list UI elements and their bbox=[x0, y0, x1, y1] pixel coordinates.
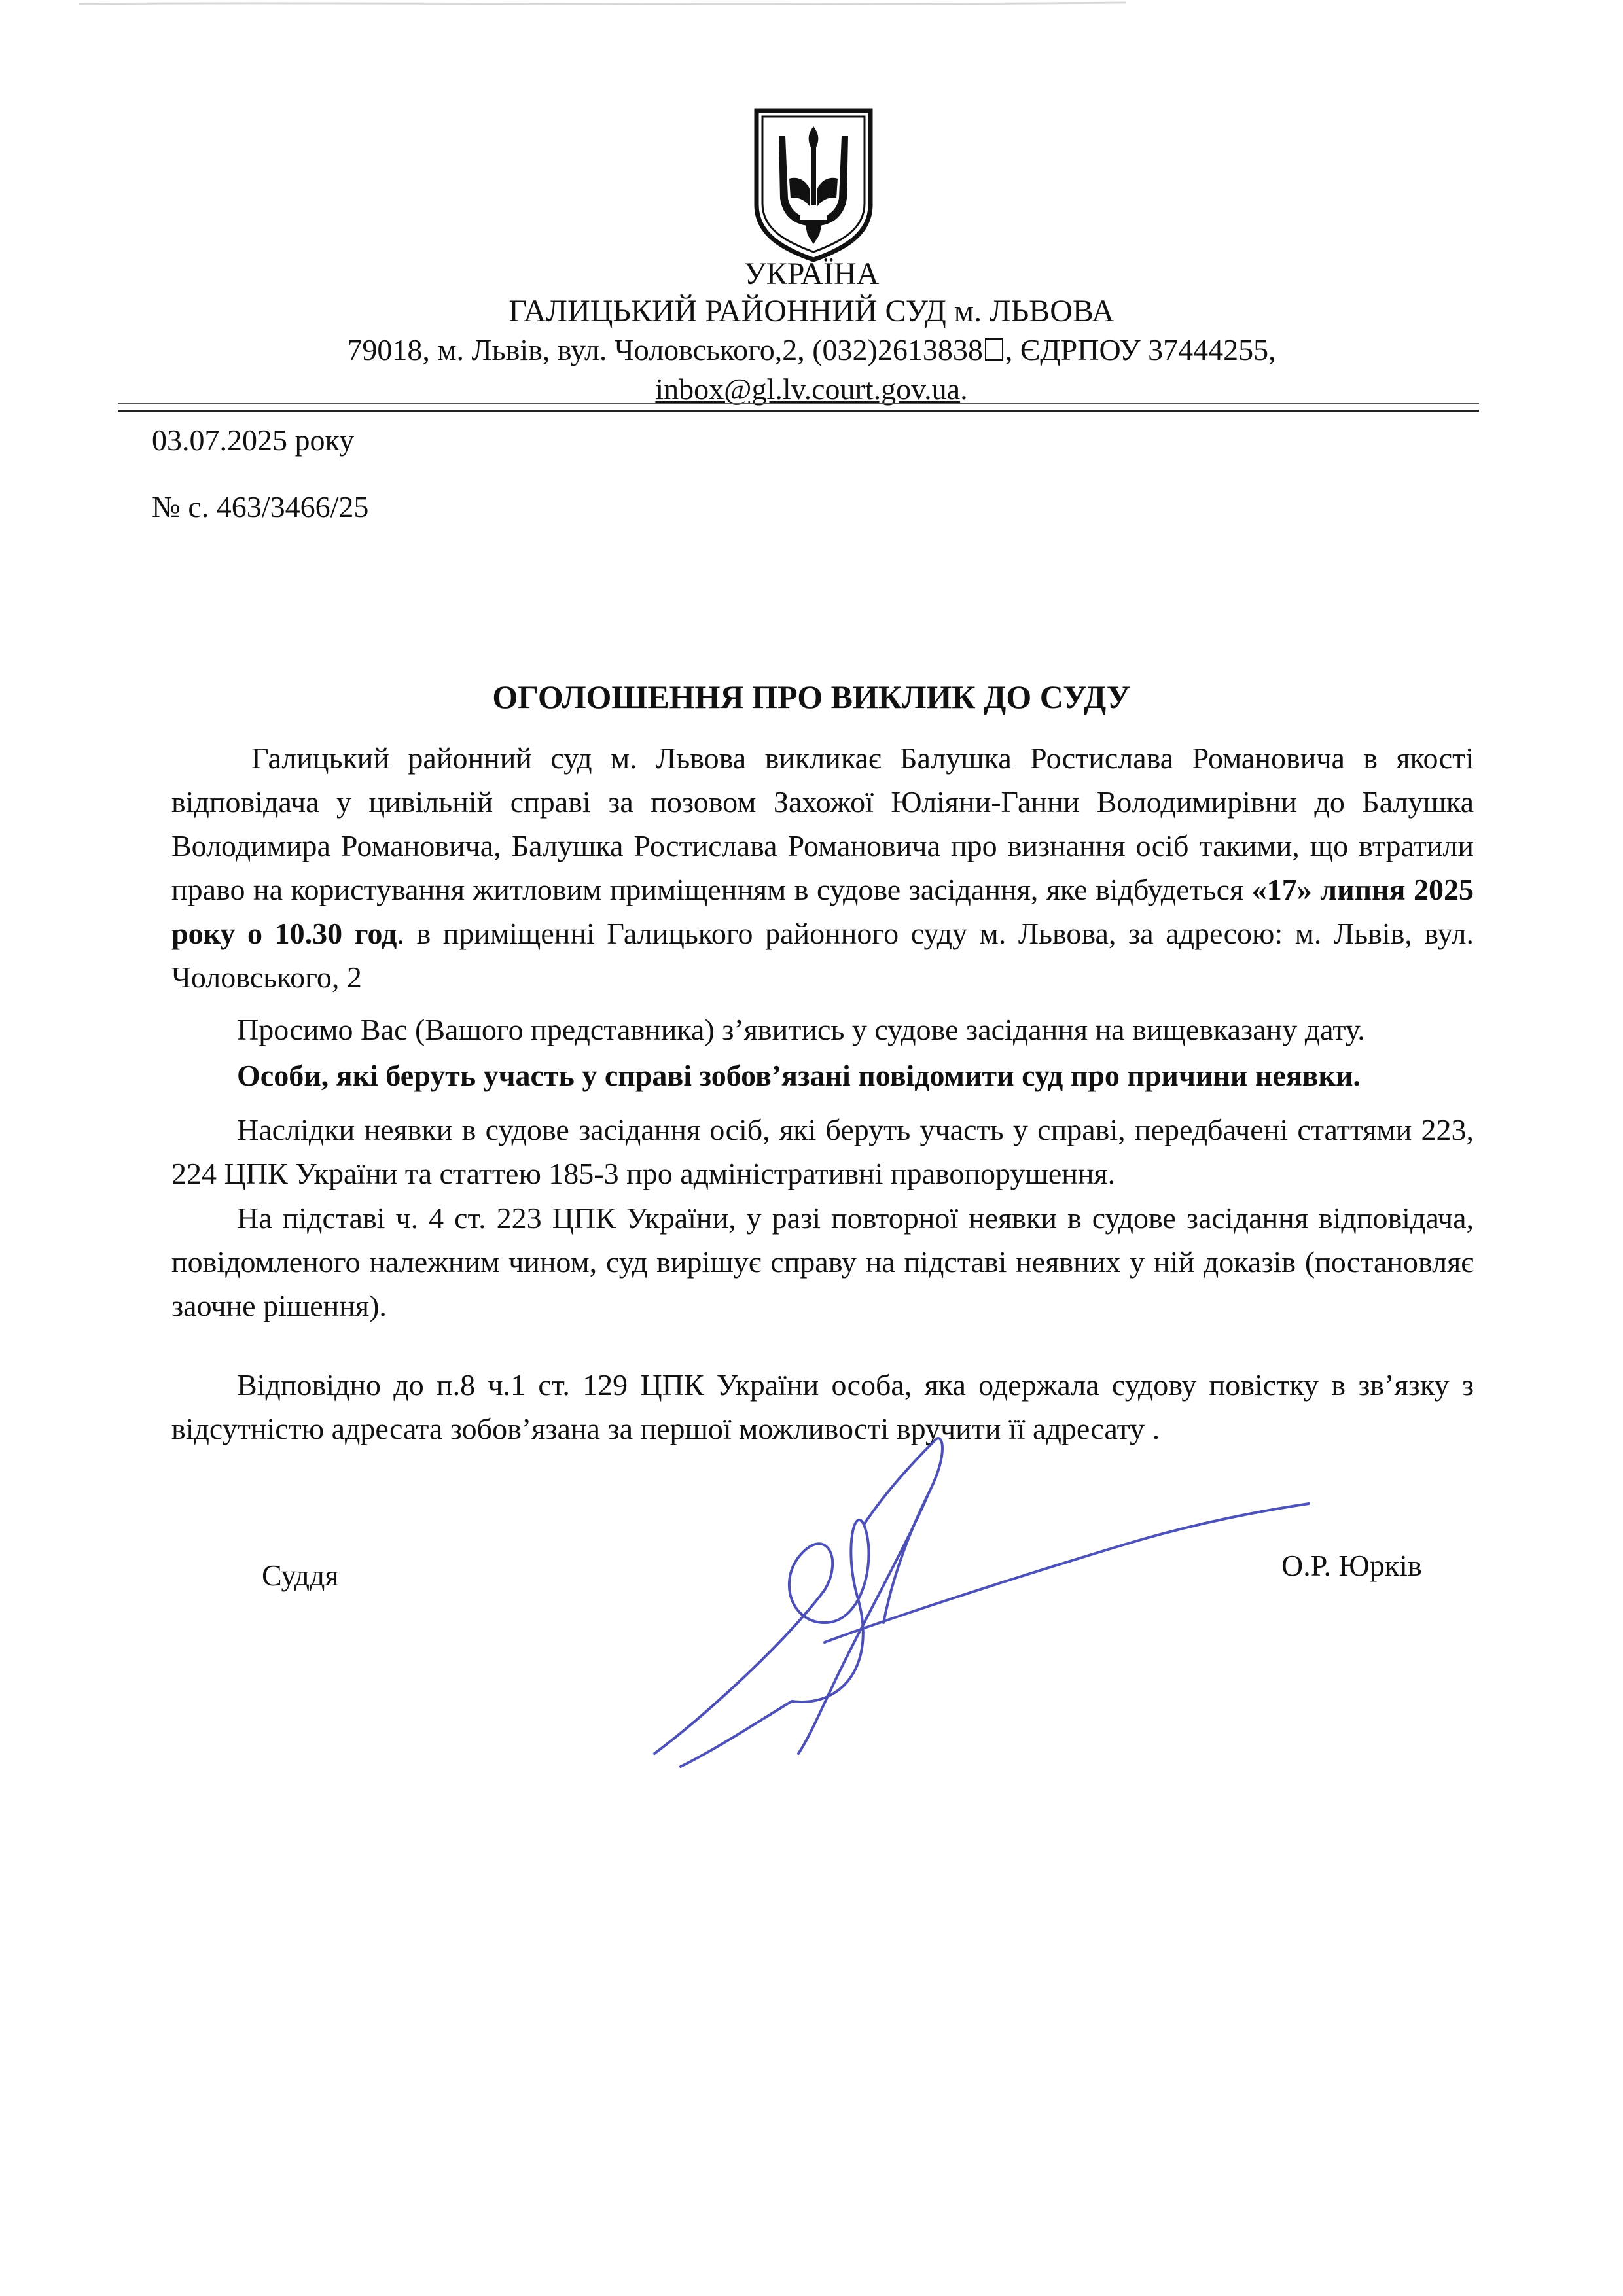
address-text: 79018, м. Львів, вул. Чоловського,2, (032)2613838 bbox=[347, 333, 983, 366]
trident-coat-of-arms-icon bbox=[751, 107, 876, 262]
scan-edge-mark bbox=[79, 0, 1126, 10]
court-email bbox=[157, 374, 1466, 404]
hearing-date: «17» липня 2025 року о 10.30 год bbox=[171, 873, 1474, 950]
phone-icon bbox=[983, 335, 1005, 365]
case-number: № с. 463/3466/25 bbox=[152, 490, 369, 523]
edrpou-text: , ЄДРПОУ 37444255, bbox=[1005, 333, 1276, 366]
header-rule bbox=[118, 410, 1479, 412]
summons-text-1: Галицький районний суд м. Львова викликає Балушка Ростислава Романовича в якості відповідача у цивільній справі за позовом Захожої Юліяни-Ганни Володимирівни до Балушка Володимира Романовича, Балушка Ростислава Романовича про визнання осіб такими, що втратили право на користування житловим приміщенням в судове засідання, яке відбудеться bbox=[171, 741, 1474, 906]
summons-text-2: . в приміщенні Галицького районного суду м. Львова, за адресою: м. Львів, вул. Чоловського, 2 bbox=[171, 917, 1474, 994]
request-text: Просимо Вас (Вашого представника) з’явитись у судове засідання на вищевказану дату. bbox=[237, 1013, 1365, 1046]
judge-title: Суддя bbox=[262, 1559, 339, 1592]
country-heading: УКРАЇНА bbox=[743, 256, 880, 291]
header-rule-thin bbox=[118, 403, 1479, 404]
paragraph-default-judgment bbox=[171, 1196, 1474, 1328]
email-suffix: . bbox=[960, 372, 968, 406]
paragraph-request bbox=[171, 1008, 1474, 1051]
handwritten-signature-icon bbox=[628, 1426, 1348, 1786]
court-address bbox=[157, 335, 1466, 365]
paragraph-summons bbox=[171, 736, 1474, 999]
document-date: 03.07.2025 року bbox=[152, 423, 355, 457]
court-name: ГАЛИЦЬКИЙ РАЙОННИЙ СУД м. ЛЬВОВА bbox=[508, 294, 1115, 328]
consequences-text: Наслідки неявки в судове засідання осіб, які беруть участь у справі, передбачені статтями 223, 224 ЦПК України та статтею 185-3 про адміністративні правопорушення. bbox=[171, 1113, 1474, 1190]
email-link[interactable]: inbox@gl.lv.court.gov.ua bbox=[655, 372, 961, 406]
document-title: ОГОЛОШЕННЯ ПРО ВИКЛИК ДО СУДУ bbox=[492, 679, 1131, 715]
delivery-text: Відповідно до п.8 ч.1 ст. 129 ЦПК України особа, яка одержала судову повістку в зв’язку з відсутністю адресата зобов’язана за першої можливості вручити її адресату . bbox=[171, 1368, 1474, 1445]
paragraph-obligation: Особи, які беруть участь у справі зобов’язані повідомити суд про причини неявки. bbox=[237, 1059, 1361, 1092]
paragraph-consequences bbox=[171, 1108, 1474, 1195]
judge-name: О.Р. Юрків bbox=[1281, 1549, 1422, 1582]
default-judgment-text: На підставі ч. 4 ст. 223 ЦПК України, у разі повторної неявки в судове засідання відповідача, повідомленого належним чином, суд вирішує справу на підставі неявних у ній доказів (постановляє заочне рішення). bbox=[171, 1201, 1474, 1322]
